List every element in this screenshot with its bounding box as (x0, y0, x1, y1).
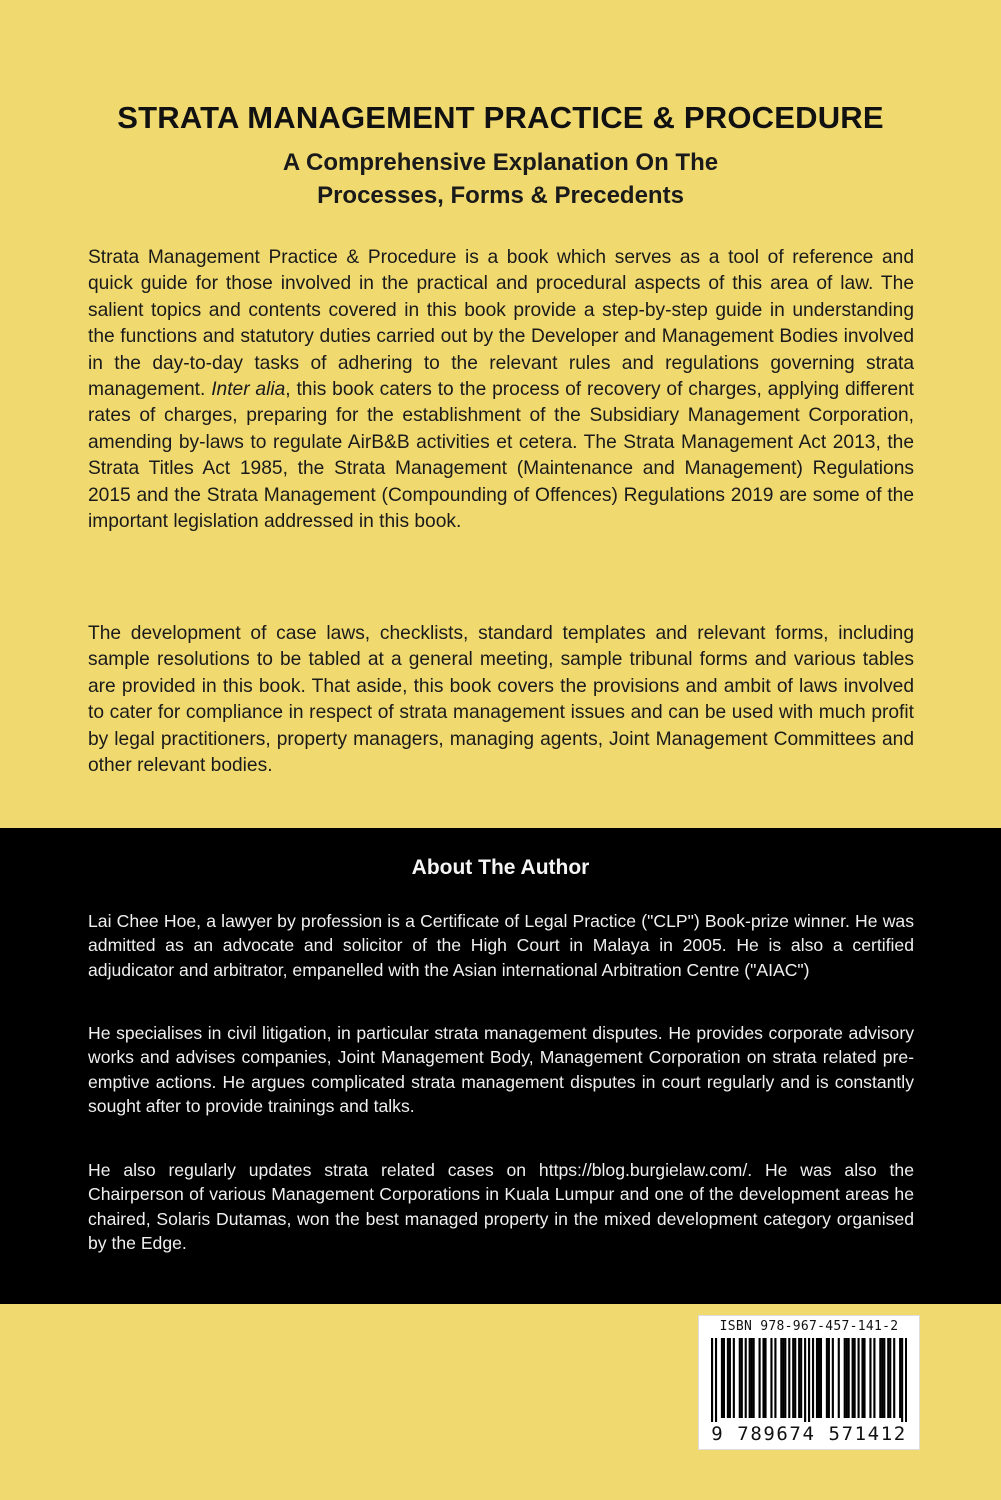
barcode-bar (749, 1338, 751, 1418)
barcode-bar (721, 1338, 723, 1418)
barcode-bar (816, 1338, 818, 1418)
barcode-bar (792, 1338, 794, 1418)
barcode-bar (852, 1338, 854, 1418)
barcode-bar (804, 1338, 806, 1422)
barcode-bar (881, 1338, 883, 1418)
description-text-part-1: Strata Management Practice & Procedure is a book which serves as a tool of reference and quick guide for those involved in the practical and procedural aspects of this area of law. The salient topics and contents covered in this book provide a step-by-step guide in understanding the functions and statutory duties carried out by the Developer and Management Bodies involved in the day-to-day tasks of adhering to the relevant rules and regulations governing strata management. (88, 247, 914, 401)
barcode-digits: 9 789674 571412 (711, 1423, 907, 1445)
barcode-bar (733, 1338, 735, 1418)
description-text-part-2: , this book caters to the process of recovery of charges, applying different rates of charges, preparing for the establishment of the Subsidiary Management Corporation, amending by-laws to regulate AirB&B activities et cetera. The Strata Management Act 2013, the Strata Titles Act 1985, the Strata Management (Maintenance and Management) Regulations 2015 and the Strata Management (Compounding of Offences) Regulations 2019 are some of the important legislation addressed in this book. (88, 379, 914, 533)
barcode-bar (729, 1338, 731, 1418)
book-subtitle (0, 146, 1001, 212)
isbn-barcode (698, 1315, 920, 1450)
barcode-bar (879, 1338, 881, 1418)
book-title: STRATA MANAGEMENT PRACTICE & PROCEDURE (117, 100, 884, 135)
barcode-bar (812, 1338, 814, 1418)
barcode-bar (753, 1338, 755, 1418)
barcode-bar (727, 1338, 729, 1418)
barcode-bar (782, 1338, 784, 1418)
description-italic-phrase: Inter alia (211, 379, 286, 401)
barcode-bar (889, 1338, 891, 1418)
barcode-bar (711, 1338, 713, 1422)
author-paragraph-2: He specialises in civil litigation, in particular strata management disputes. He provides corporate advisory works and advises companies, Joint Management Body, Management Corporation on strata related pre-emptive actions. He argues complicated strata management disputes in court regularly and is constantly sought after to provide trainings and talks. (88, 1023, 914, 1117)
barcode-bar (723, 1338, 725, 1418)
barcode-bar (774, 1338, 776, 1418)
barcode-bar (826, 1338, 828, 1418)
barcode-bar (759, 1338, 761, 1418)
barcode-bar (893, 1338, 895, 1418)
barcode-bar (770, 1338, 772, 1418)
barcode-bar (869, 1338, 871, 1418)
barcode-bar (901, 1338, 903, 1422)
barcode-bar (794, 1338, 796, 1418)
barcode-bar (745, 1338, 747, 1418)
barcode-bar (899, 1338, 901, 1418)
barcode-bar (751, 1338, 753, 1418)
barcode-bars (711, 1338, 907, 1422)
barcode-bar (905, 1338, 907, 1422)
barcode-bar (873, 1338, 875, 1418)
barcode-bar (762, 1338, 764, 1418)
description-paragraph-1 (88, 245, 914, 535)
about-author-section (0, 828, 1001, 1304)
author-paragraph-1: Lai Chee Hoe, a lawyer by profession is a Certificate of Legal Practice ("CLP") Book-prize winner. He was admitted as an advocate and solicitor of the High Court in Malaya in 2005. He is also a certified adjudicator and arbitrator, empanelled with the Asian international Arbitration Centre ("AIAC") (88, 911, 914, 980)
barcode-bar (858, 1338, 860, 1418)
barcode-bar (764, 1338, 766, 1418)
barcode-bar (863, 1338, 865, 1418)
barcode-bar (883, 1338, 885, 1418)
barcode-bar (846, 1338, 848, 1418)
barcode-bar (820, 1338, 822, 1418)
isbn-label: ISBN 978-967-457-141-2 (719, 1319, 899, 1334)
barcode-bar (739, 1338, 741, 1418)
barcode-bar (818, 1338, 820, 1418)
barcode-bar (784, 1338, 786, 1418)
barcode-bar (780, 1338, 782, 1418)
barcode-bar (848, 1338, 850, 1418)
barcode-bar (854, 1338, 856, 1418)
description-paragraph-2: The development of case laws, checklists, standard templates and relevant forms, including sample resolutions to be tabled at a general meeting, sample tribunal forms and various tables are provided in this book. That aside, this book covers the provisions and ambit of laws involved to cater for compliance in respect of strata management issues and can be used with much profit by legal practitioners, property managers, managing agents, Joint Management Committees and other relevant bodies. (88, 623, 914, 777)
barcode-bar (832, 1338, 834, 1418)
barcode-bar (861, 1338, 863, 1418)
barcode-bar (828, 1338, 830, 1418)
author-paragraph-3: He also regularly updates strata related cases on https://blog.burgielaw.com/. He was also the Chairperson of various Management Corporations in Kuala Lumpur and one of the development areas he chaired, Solaris Dutamas, won the best managed property in the mixed development category organised by the Edge. (88, 1160, 914, 1254)
barcode-bar (800, 1338, 802, 1418)
barcode-bar (741, 1338, 743, 1418)
barcode-bar (808, 1338, 810, 1422)
barcode-bar (887, 1338, 889, 1418)
about-author-heading: About The Author (411, 856, 590, 879)
barcode-bar (715, 1338, 717, 1422)
subtitle-line-2: Processes, Forms & Precedents (317, 182, 684, 209)
barcode-bar (798, 1338, 800, 1418)
subtitle-line-1: A Comprehensive Explanation On The (282, 149, 719, 176)
barcode-bar (844, 1338, 846, 1418)
barcode-bar (838, 1338, 840, 1418)
barcode-bar (788, 1338, 790, 1418)
